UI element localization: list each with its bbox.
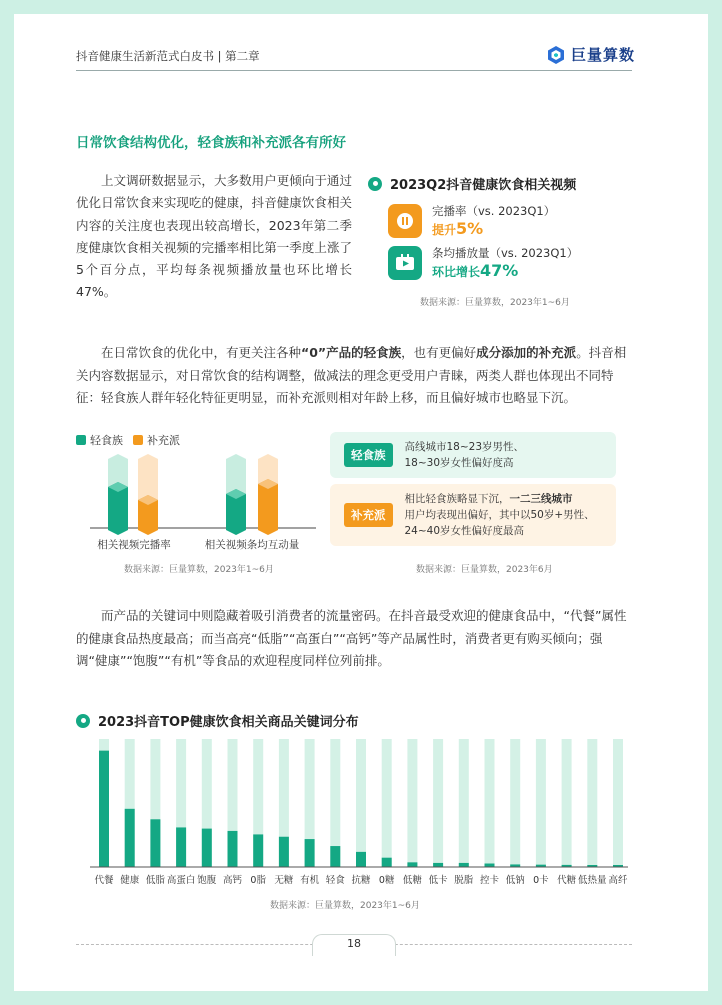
pause-icon — [388, 204, 422, 238]
stat-avg-views — [388, 245, 578, 280]
bar-track — [407, 739, 417, 867]
tick-label: 代餐 — [94, 875, 114, 886]
keyword-bar-chart — [76, 733, 644, 893]
tick-label: 高蛋白 — [166, 875, 196, 886]
tick-label: 低糖 — [402, 875, 422, 886]
card-light-eaters — [330, 432, 616, 478]
video-stats-heading — [368, 174, 576, 193]
bar-高蛋白 — [176, 827, 186, 867]
brand-logo — [546, 44, 635, 65]
card-line — [405, 491, 595, 507]
keyword-chart-source: 数据来源：巨量算数，2023年1~6月 — [270, 901, 420, 911]
segments-paragraph — [76, 342, 632, 410]
legend-label: 补充派 — [147, 434, 180, 447]
tick-label: 有机 — [300, 875, 320, 886]
bar-低糖 — [407, 862, 417, 867]
tick-label: 高钙 — [222, 875, 243, 886]
bar-低脂 — [150, 819, 160, 867]
bar-代餐 — [99, 751, 109, 867]
stat-number: 5% — [456, 219, 484, 238]
header-divider — [76, 70, 632, 71]
document-title: 抖音健康生活新范式白皮书 | 第二章 — [76, 49, 260, 63]
card-supplement — [330, 484, 616, 546]
bar-0脂 — [253, 834, 263, 867]
tick-label: 饱腹 — [197, 875, 217, 886]
tick-label: 健康 — [120, 875, 140, 886]
tick-label: 低钠 — [505, 875, 525, 886]
legend-label: 轻食族 — [90, 434, 123, 447]
bar-健康 — [125, 809, 135, 867]
card-line: 用户均表现出偏好，其中以50岁+男性、 — [404, 509, 595, 521]
stat-number: 47% — [480, 261, 519, 280]
stat-label: 完播率（vs. 2023Q1） — [432, 204, 556, 218]
bar-轻食 — [330, 846, 340, 867]
bar-低卡 — [433, 863, 443, 867]
tick-label: 0糖 — [378, 875, 395, 886]
bar-track — [433, 739, 443, 867]
tick-label: 抗糖 — [351, 875, 371, 886]
brand-logo-icon — [546, 45, 566, 65]
bold-run: “0”产品的轻食族 — [301, 345, 402, 360]
video-stats-title: 2023Q2抖音健康饮食相关视频 — [390, 178, 577, 193]
card-tag: 轻食族 — [344, 443, 393, 467]
card-line: 24~40岁女性偏好度最高 — [404, 525, 525, 537]
segments-source: 数据来源：巨量算数，2023年6月 — [416, 565, 553, 575]
tick-label: 低卡 — [428, 875, 448, 886]
bar-track — [587, 739, 597, 867]
page-number: 18 — [347, 937, 361, 950]
heading-dot-icon — [368, 177, 382, 191]
brand-name: 巨量算数 — [571, 46, 636, 64]
bold-run: 一二三线城市 — [509, 493, 573, 505]
group-bars-completion — [108, 454, 158, 535]
text-run: 在日常饮食的优化中，有更关注各种 — [101, 345, 302, 360]
group-chart-source: 数据来源：巨量算数，2023年1~6月 — [124, 565, 274, 575]
bar-track — [536, 739, 546, 867]
category-label: 相关视频完播率 — [97, 539, 171, 551]
tick-label: 低热量 — [578, 875, 607, 886]
bar-0糖 — [382, 858, 392, 867]
text-run: ，也有更偏好 — [401, 345, 477, 360]
bar-track — [459, 739, 469, 867]
card-text — [405, 439, 525, 471]
tick-label: 无糖 — [274, 875, 294, 886]
tick-label: 0脂 — [250, 875, 266, 886]
tick-label: 0卡 — [533, 875, 549, 886]
bar-无糖 — [279, 837, 289, 867]
legend-item-supp — [133, 432, 180, 448]
text-run: 相比轻食族略显下沉， — [404, 493, 510, 505]
bar-有机 — [305, 839, 315, 867]
bar-track — [485, 739, 495, 867]
bar-控卡 — [485, 864, 495, 867]
card-line: 18~30岁女性偏好度高 — [404, 457, 514, 469]
tick-label: 脱脂 — [454, 875, 474, 886]
video-play-icon — [388, 246, 422, 280]
tick-label: 低脂 — [145, 875, 165, 886]
tick-label: 轻食 — [325, 875, 345, 886]
section-title: 日常饮食结构优化，轻食族和补充派各有所好 — [76, 135, 346, 151]
keyword-chart-heading — [76, 711, 359, 730]
stat-prefix: 环比增长 — [432, 265, 481, 279]
tick-label: 高纤 — [608, 875, 628, 886]
category-label: 相关视频条均互动量 — [204, 539, 300, 551]
video-stats-source: 数据来源：巨量算数，2023年1~6月 — [420, 298, 570, 308]
stat-value — [432, 261, 578, 280]
stat-label: 条均播放量（vs. 2023Q1） — [432, 246, 579, 260]
bold-run: 成分添加的补充派 — [476, 345, 577, 360]
stat-completion-rate — [388, 203, 555, 238]
bar-track — [510, 739, 520, 867]
keyword-chart-title: 2023抖音TOP健康饮食相关商品关键词分布 — [98, 715, 359, 730]
tick-label: 控卡 — [479, 875, 500, 886]
group-bars-interaction — [226, 454, 278, 535]
legend-swatch — [76, 435, 86, 445]
group-chart-legend — [76, 432, 180, 448]
group-comparison-chart — [76, 448, 326, 558]
card-line: 高线城市18~23岁男性、 — [404, 441, 525, 453]
intro-paragraph: 上文调研数据显示，大多数用户更倾向于通过优化日常饮食来实现吃的健康，抖音健康饮食相关内容的关注度也表现出较高增长，2023年第二季度健康饮食相关视频的完播率相比第一季度上涨了5个百分点，平均每条视频播放量也环比增长47%。 — [76, 173, 352, 300]
bar-脱脂 — [459, 863, 469, 867]
keywords-paragraph: 而产品的关键词中则隐藏着吸引消费者的流量密码。在抖音最受欢迎的健康食品中，“代餐”属性的健康食品热度最高；而当高亮“低脂”“高蛋白”“高钙”等产品属性时，消费者更有购买倾向；强调“健康”“饱腹”“有机”等食品的欢迎程度同样位列前排。 — [76, 608, 627, 668]
text-run: 。抖音相关内容数据显示，对日常饮食的结构调整，做减法的理念更受用户青睐，两类人群也体现出不同特征：轻食族人群年轻化特征更明显，而补充派则相对年龄上移，而且偏好城市也略显下沉。 — [76, 345, 627, 405]
heading-dot-icon — [76, 714, 90, 728]
legend-swatch — [133, 435, 143, 445]
bar-饱腹 — [202, 829, 212, 867]
tick-label: 代糖 — [557, 875, 577, 886]
card-tag: 补充派 — [344, 503, 393, 527]
bar-track — [613, 739, 623, 867]
legend-item-light — [76, 432, 123, 448]
card-text — [405, 491, 595, 539]
bar-高钙 — [228, 831, 238, 867]
bar-track — [562, 739, 572, 867]
bar-track — [382, 739, 392, 867]
stat-prefix: 提升 — [432, 223, 457, 237]
stat-value — [432, 219, 555, 238]
bar-track — [356, 739, 366, 867]
bar-抗糖 — [356, 852, 366, 867]
